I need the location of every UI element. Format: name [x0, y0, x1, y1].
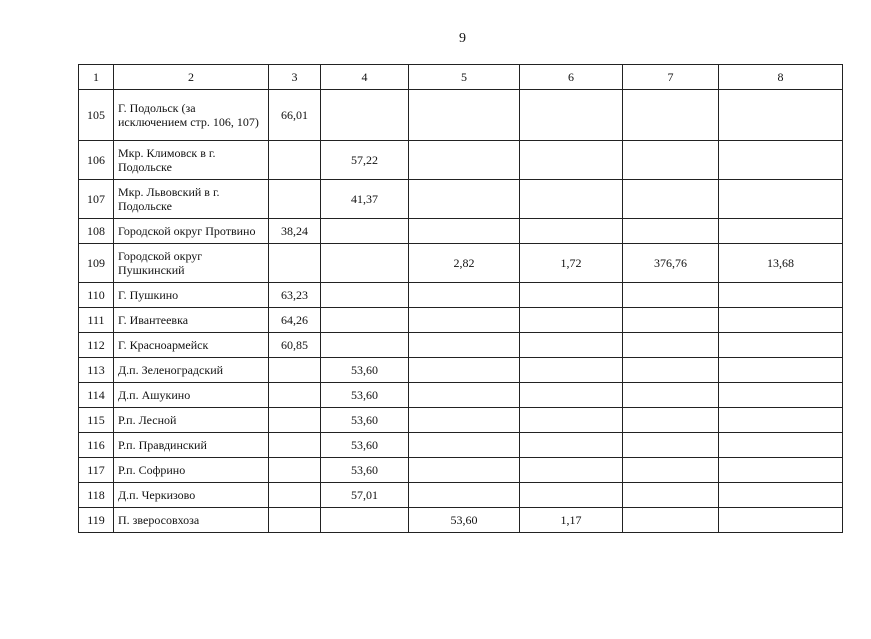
- value-cell: [409, 383, 520, 408]
- column-header: 5: [409, 65, 520, 90]
- row-number: 107: [79, 180, 114, 219]
- value-cell: [719, 458, 843, 483]
- locality-name: Мкр. Климовск в г. Подольске: [114, 141, 269, 180]
- value-cell: 1,17: [520, 508, 623, 533]
- value-cell: [719, 333, 843, 358]
- locality-name: Р.п. Лесной: [114, 408, 269, 433]
- locality-name: П. зверосовхоза: [114, 508, 269, 533]
- value-cell: [409, 180, 520, 219]
- value-cell: [269, 180, 321, 219]
- row-number: 113: [79, 358, 114, 383]
- value-cell: [269, 433, 321, 458]
- row-number: 112: [79, 333, 114, 358]
- value-cell: [719, 90, 843, 141]
- column-header: 3: [269, 65, 321, 90]
- value-cell: [409, 408, 520, 433]
- row-number: 114: [79, 383, 114, 408]
- page-number: 9: [459, 31, 466, 46]
- value-cell: [409, 458, 520, 483]
- value-cell: [409, 90, 520, 141]
- value-cell: [321, 219, 409, 244]
- row-number: 110: [79, 283, 114, 308]
- value-cell: [719, 433, 843, 458]
- value-cell: [409, 283, 520, 308]
- value-cell: [520, 90, 623, 141]
- value-cell: [520, 458, 623, 483]
- row-number: 118: [79, 483, 114, 508]
- value-cell: [623, 141, 719, 180]
- value-cell: 53,60: [321, 458, 409, 483]
- table-row: [79, 383, 843, 408]
- value-cell: [321, 283, 409, 308]
- value-cell: [623, 483, 719, 508]
- locality-name: Д.п. Черкизово: [114, 483, 269, 508]
- value-cell: [623, 358, 719, 383]
- value-cell: [321, 333, 409, 358]
- row-number: 115: [79, 408, 114, 433]
- value-cell: [623, 219, 719, 244]
- value-cell: 63,23: [269, 283, 321, 308]
- table-row: [79, 219, 843, 244]
- value-cell: [719, 219, 843, 244]
- table-row: [79, 358, 843, 383]
- table-row: [79, 408, 843, 433]
- locality-name: Д.п. Ашукино: [114, 383, 269, 408]
- value-cell: [321, 90, 409, 141]
- row-number: 119: [79, 508, 114, 533]
- value-cell: [719, 383, 843, 408]
- table-row: [79, 283, 843, 308]
- value-cell: [409, 483, 520, 508]
- table-row: [79, 244, 843, 283]
- locality-name: Мкр. Львовский в г. Подольске: [114, 180, 269, 219]
- value-cell: [623, 180, 719, 219]
- value-cell: [719, 283, 843, 308]
- value-cell: [623, 458, 719, 483]
- row-number: 108: [79, 219, 114, 244]
- value-cell: [520, 483, 623, 508]
- column-header: 1: [79, 65, 114, 90]
- value-cell: 53,60: [321, 408, 409, 433]
- table-row: [79, 90, 843, 141]
- value-cell: [719, 308, 843, 333]
- value-cell: [623, 308, 719, 333]
- value-cell: [719, 180, 843, 219]
- table-row: [79, 141, 843, 180]
- value-cell: [719, 508, 843, 533]
- value-cell: 376,76: [623, 244, 719, 283]
- table-row: [79, 333, 843, 358]
- value-cell: 57,01: [321, 483, 409, 508]
- row-number: 117: [79, 458, 114, 483]
- header-row: [79, 65, 843, 90]
- table-row: [79, 180, 843, 219]
- value-cell: 41,37: [321, 180, 409, 219]
- data-table: [78, 64, 843, 533]
- column-header: 4: [321, 65, 409, 90]
- row-number: 116: [79, 433, 114, 458]
- locality-name: Д.п. Зеленоградский: [114, 358, 269, 383]
- table-row: [79, 308, 843, 333]
- value-cell: 53,60: [409, 508, 520, 533]
- value-cell: [269, 408, 321, 433]
- value-cell: [520, 219, 623, 244]
- value-cell: [520, 408, 623, 433]
- value-cell: 53,60: [321, 433, 409, 458]
- locality-name: Г. Подольск (за исключением стр. 106, 107): [114, 90, 269, 141]
- row-number: 109: [79, 244, 114, 283]
- locality-name: Г. Пушкино: [114, 283, 269, 308]
- value-cell: [719, 408, 843, 433]
- value-cell: [623, 433, 719, 458]
- value-cell: [269, 383, 321, 408]
- value-cell: [520, 333, 623, 358]
- value-cell: [409, 358, 520, 383]
- value-cell: [409, 308, 520, 333]
- table-row: [79, 433, 843, 458]
- value-cell: [520, 358, 623, 383]
- value-cell: [269, 244, 321, 283]
- value-cell: [269, 358, 321, 383]
- column-header: 6: [520, 65, 623, 90]
- value-cell: [520, 141, 623, 180]
- value-cell: [321, 244, 409, 283]
- value-cell: [269, 141, 321, 180]
- value-cell: [520, 283, 623, 308]
- table-row: [79, 483, 843, 508]
- value-cell: [623, 408, 719, 433]
- value-cell: 2,82: [409, 244, 520, 283]
- row-number: 106: [79, 141, 114, 180]
- value-cell: 13,68: [719, 244, 843, 283]
- value-cell: [409, 333, 520, 358]
- value-cell: [719, 483, 843, 508]
- table-row: [79, 508, 843, 533]
- value-cell: 57,22: [321, 141, 409, 180]
- value-cell: [269, 508, 321, 533]
- locality-name: Городской округ Протвино: [114, 219, 269, 244]
- value-cell: [719, 141, 843, 180]
- value-cell: 64,26: [269, 308, 321, 333]
- row-number: 105: [79, 90, 114, 141]
- value-cell: [321, 308, 409, 333]
- value-cell: 1,72: [520, 244, 623, 283]
- value-cell: [269, 483, 321, 508]
- row-number: 111: [79, 308, 114, 333]
- table-row: [79, 458, 843, 483]
- value-cell: 60,85: [269, 333, 321, 358]
- value-cell: [520, 180, 623, 219]
- value-cell: [409, 219, 520, 244]
- locality-name: Г. Красноармейск: [114, 333, 269, 358]
- value-cell: [623, 383, 719, 408]
- locality-name: Городской округ Пушкинский: [114, 244, 269, 283]
- value-cell: [520, 433, 623, 458]
- value-cell: [623, 90, 719, 141]
- locality-name: Р.п. Софрино: [114, 458, 269, 483]
- column-header: 8: [719, 65, 843, 90]
- value-cell: [623, 283, 719, 308]
- value-cell: 53,60: [321, 358, 409, 383]
- value-cell: [409, 433, 520, 458]
- locality-name: Р.п. Правдинский: [114, 433, 269, 458]
- value-cell: [520, 308, 623, 333]
- value-cell: 53,60: [321, 383, 409, 408]
- value-cell: [321, 508, 409, 533]
- column-header: 7: [623, 65, 719, 90]
- value-cell: [409, 141, 520, 180]
- value-cell: [623, 508, 719, 533]
- locality-name: Г. Ивантеевка: [114, 308, 269, 333]
- value-cell: [719, 358, 843, 383]
- value-cell: 38,24: [269, 219, 321, 244]
- value-cell: [520, 383, 623, 408]
- column-header: 2: [114, 65, 269, 90]
- value-cell: [623, 333, 719, 358]
- value-cell: [269, 458, 321, 483]
- value-cell: 66,01: [269, 90, 321, 141]
